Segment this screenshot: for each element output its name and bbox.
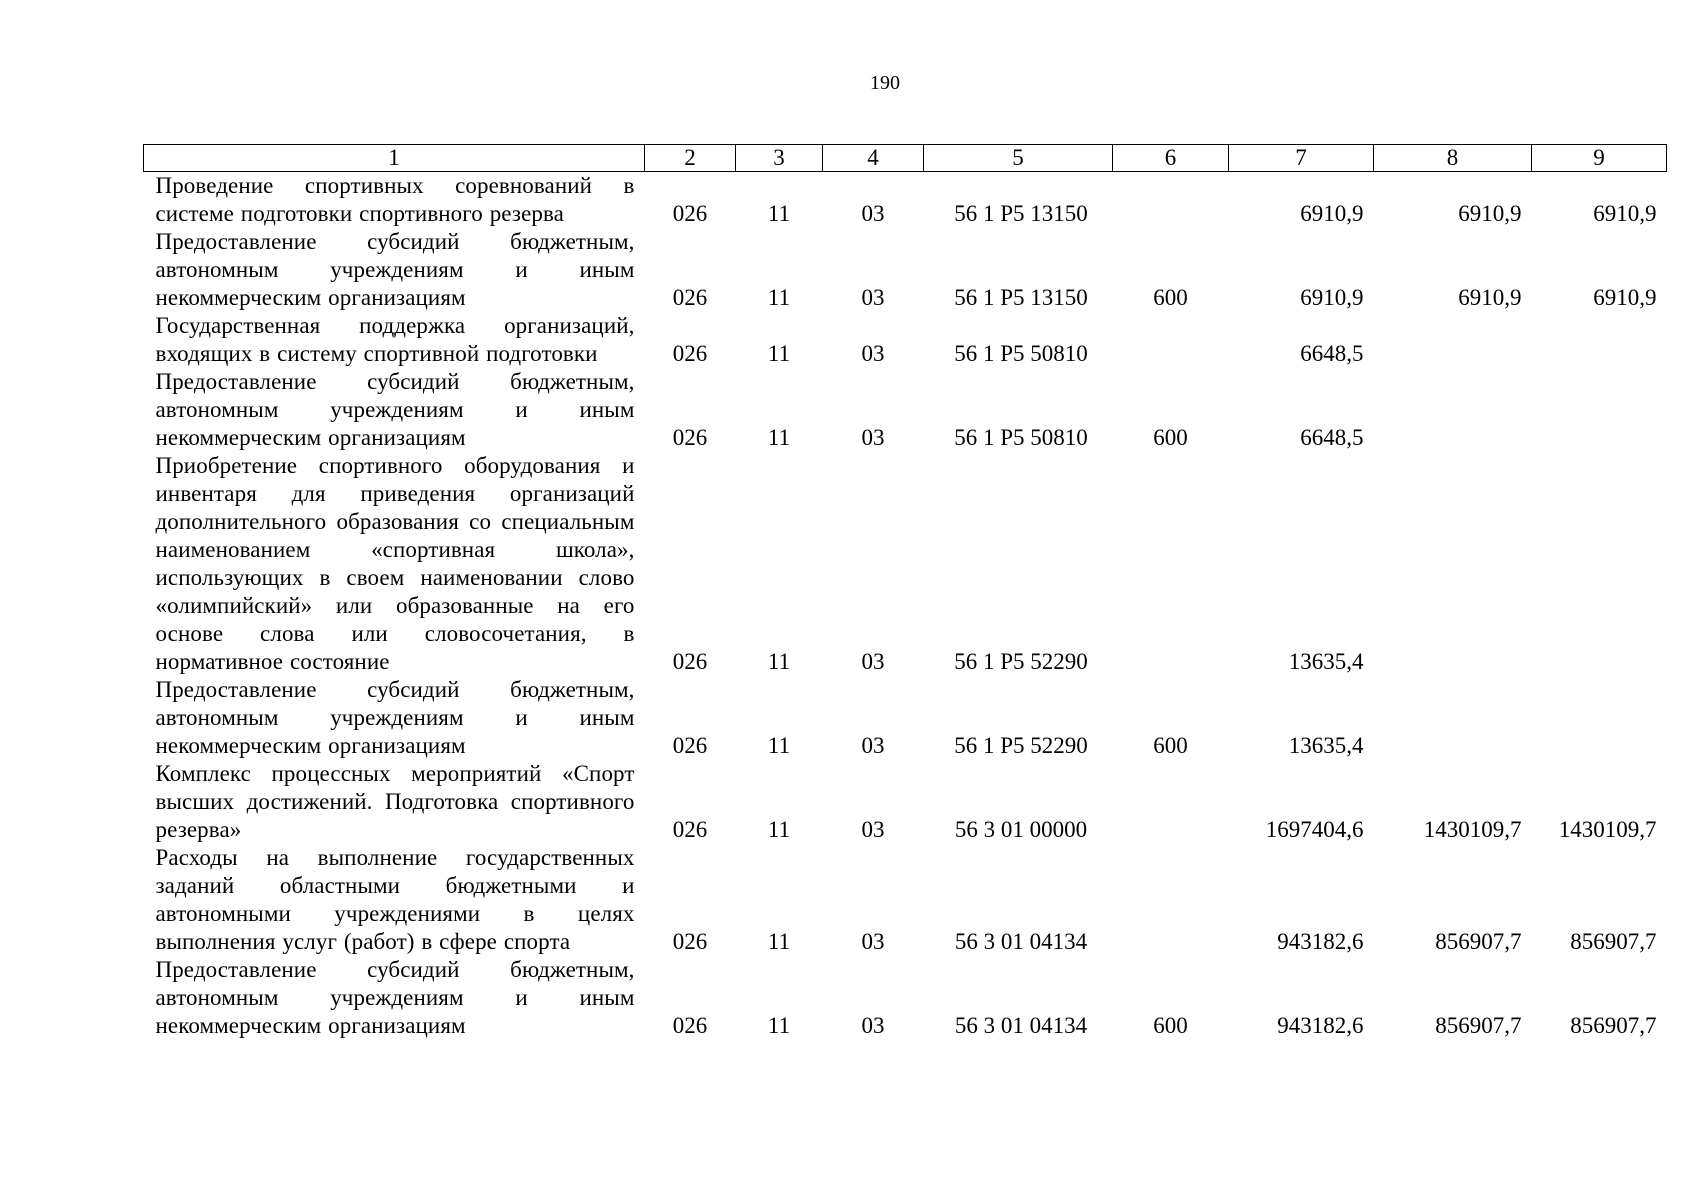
cell-expense-type [1113,172,1229,229]
cell-amount-9: 1430109,7 [1558,817,1657,842]
cell-ministry-code: 026 [672,649,708,674]
cell-ministry-code: 026 [672,817,708,842]
table-row [144,172,1667,229]
cell-subsection: 03 [861,425,885,450]
cell-expense-type: 600 [1153,1013,1188,1038]
table-row [144,452,1667,676]
cell-amount-7: 943182,6 [1277,1013,1364,1038]
cell-section: 11 [767,733,791,758]
cell-amount-9: 6910,9 [1593,285,1657,310]
cell-subsection: 03 [861,1013,885,1038]
row-description: Комплекс процессных мероприятий «Спорт высших достижений. Подготовка спортивного резерва» [155,761,635,842]
cell-target-article: 56 3 01 00000 [954,817,1088,842]
cell-expense-type: 600 [1153,425,1188,450]
cell-section: 11 [767,929,791,954]
row-description: Предоставление субсидий бюджетным, автономным учреждениям и иным некоммерческим организациям [155,677,635,758]
cell-subsection: 03 [861,285,885,310]
column-header-9: 9 [1532,145,1667,172]
cell-amount-8: 856907,7 [1435,1013,1522,1038]
cell-amount-8 [1374,452,1532,676]
cell-amount-7: 6910,9 [1300,285,1364,310]
row-description: Проведение спортивных соревнований в системе подготовки спортивного резерва [155,173,635,226]
cell-amount-9 [1532,368,1667,452]
cell-amount-9 [1532,676,1667,760]
column-header-4: 4 [823,145,924,172]
cell-section: 11 [767,425,791,450]
cell-amount-8 [1374,368,1532,452]
header-row [144,145,1667,172]
cell-expense-type [1113,760,1229,844]
cell-amount-8 [1374,676,1532,760]
cell-ministry-code: 026 [672,341,708,366]
column-header-2: 2 [645,145,736,172]
cell-ministry-code: 026 [672,201,708,226]
cell-subsection: 03 [861,201,885,226]
cell-expense-type: 600 [1153,733,1188,758]
cell-amount-9: 6910,9 [1593,201,1657,226]
row-description: Расходы на выполнение государственных заданий областными бюджетными и автономными учреждениями в целях выполнения услуг (работ) в сфере спорта [155,845,635,954]
table-row [144,676,1667,760]
cell-amount-7: 1697404,6 [1265,817,1364,842]
cell-ministry-code: 026 [672,425,708,450]
cell-amount-9 [1532,452,1667,676]
cell-expense-type [1113,312,1229,368]
cell-section: 11 [767,285,791,310]
row-description: Предоставление субсидий бюджетным, автономным учреждениям и иным некоммерческим организациям [155,229,635,310]
table-row [144,312,1667,368]
cell-target-article: 56 1 P5 52290 [954,649,1088,674]
column-header-6: 6 [1113,145,1229,172]
column-header-3: 3 [736,145,823,172]
column-header-8: 8 [1374,145,1532,172]
cell-target-article: 56 3 01 04134 [954,929,1088,954]
cell-amount-8 [1374,312,1532,368]
cell-expense-type [1113,844,1229,956]
cell-amount-8: 1430109,7 [1423,817,1522,842]
cell-target-article: 56 1 P5 52290 [954,733,1088,758]
cell-section: 11 [767,1013,791,1038]
row-description: Государственная поддержка организаций, входящих в систему спортивной подготовки [155,313,635,366]
cell-subsection: 03 [861,341,885,366]
row-description: Приобретение спортивного оборудования и инвентаря для приведения организаций дополнительного образования со специальным наименованием «спортивная школа», использующих в своем наименовании слово «олимпийский» или образованные на его основе слова или словосочетания, в нормативное состояние [155,453,635,674]
cell-amount-9 [1532,312,1667,368]
cell-amount-7: 6910,9 [1300,201,1364,226]
column-header-1: 1 [144,145,645,172]
cell-amount-7: 6648,5 [1300,341,1364,366]
cell-amount-7: 6648,5 [1300,425,1364,450]
row-description: Предоставление субсидий бюджетным, автономным учреждениям и иным некоммерческим организациям [155,369,635,450]
cell-subsection: 03 [861,817,885,842]
cell-section: 11 [767,201,791,226]
cell-amount-8: 856907,7 [1435,929,1522,954]
cell-amount-8: 6910,9 [1458,201,1522,226]
column-header-5: 5 [924,145,1113,172]
cell-expense-type: 600 [1153,285,1188,310]
cell-target-article: 56 1 P5 50810 [954,425,1088,450]
cell-amount-9: 856907,7 [1570,929,1657,954]
cell-section: 11 [767,817,791,842]
page-number: 190 [870,72,900,94]
cell-ministry-code: 026 [672,733,708,758]
cell-expense-type [1113,452,1229,676]
cell-ministry-code: 026 [672,285,708,310]
table-row [144,228,1667,312]
cell-amount-7: 13635,4 [1288,733,1364,758]
column-header-7: 7 [1229,145,1374,172]
budget-table [143,144,1667,1040]
cell-amount-9: 856907,7 [1570,1013,1657,1038]
cell-amount-7: 13635,4 [1288,649,1364,674]
table-row [144,844,1667,956]
table-row [144,760,1667,844]
table-row [144,956,1667,1040]
cell-target-article: 56 1 P5 50810 [954,341,1088,366]
row-description: Предоставление субсидий бюджетным, автономным учреждениям и иным некоммерческим организациям [155,957,635,1038]
cell-ministry-code: 026 [672,929,708,954]
cell-subsection: 03 [861,649,885,674]
cell-target-article: 56 1 P5 13150 [954,201,1088,226]
cell-amount-8: 6910,9 [1458,285,1522,310]
cell-subsection: 03 [861,733,885,758]
cell-section: 11 [767,341,791,366]
cell-subsection: 03 [861,929,885,954]
cell-ministry-code: 026 [672,1013,708,1038]
cell-amount-7: 943182,6 [1277,929,1364,954]
table-row [144,368,1667,452]
cell-target-article: 56 3 01 04134 [954,1013,1088,1038]
cell-target-article: 56 1 P5 13150 [954,285,1088,310]
cell-section: 11 [767,649,791,674]
